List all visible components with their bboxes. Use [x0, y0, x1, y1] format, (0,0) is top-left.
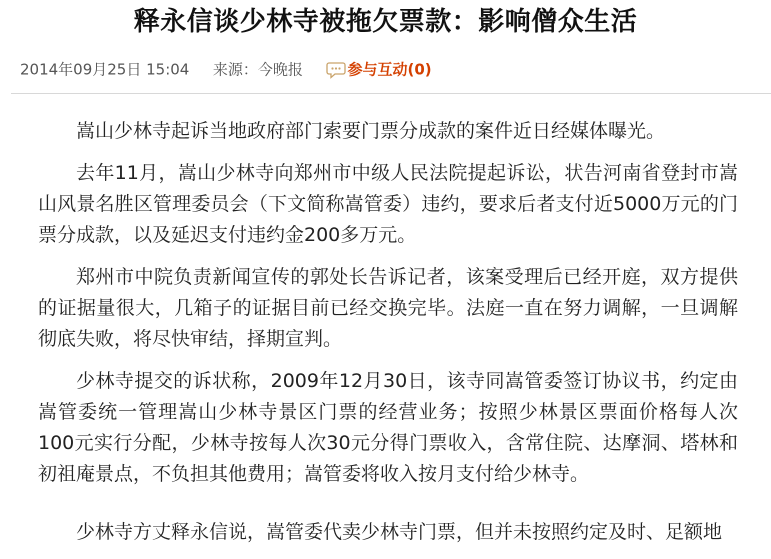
comment-label: 参与互动(0) — [347, 60, 432, 79]
article-source: 来源：今晚报 — [212, 60, 303, 79]
header-divider — [11, 93, 771, 94]
speech-bubble-icon — [326, 61, 346, 79]
publish-date: 2014年09月25日 15:04 — [20, 60, 190, 79]
article-body — [38, 116, 738, 559]
article-title: 释永信谈少林寺被拖欠票款：影响僧众生活 — [133, 7, 638, 37]
paragraph: 嵩山少林寺起诉当地政府部门索要门票分成款的案件近日经媒体曝光。 — [76, 120, 666, 142]
article-meta — [20, 58, 432, 80]
paragraph: 去年11月，嵩山少林寺向郑州市中级人民法院提起诉讼，状告河南省登封市嵩山风景名胜区管理委员会（下文简称嵩管委）违约，要求后者支付近5000万元的门票分成款，以及延迟支付违约金200多万元。 — [38, 162, 738, 246]
paragraph: 郑州市中院负责新闻宣传的郭处长告诉记者，该案受理后已经开庭，双方提供的证据量很大，几箱子的证据目前已经交换完毕。法庭一直在努力调解，一旦调解彻底失败，将尽快审结，择期宣判。 — [38, 266, 738, 350]
paragraph: 少林寺提交的诉状称，2009年12月30日，该寺同嵩管委签订协议书，约定由嵩管委统一管理嵩山少林寺景区门票的经营业务；按照少林景区票面价格每人次100元实行分配，少林寺按每人次30元分得门票收入，含常住院、达摩洞、塔林和初祖庵景点，不负担其他费用；嵩管委将收入按月支付给少林寺。 — [38, 370, 738, 485]
paragraph: 少林寺方丈释永信说，嵩管委代卖少林寺门票，但并未按照约定及时、足额地 — [76, 521, 723, 543]
comment-link[interactable] — [326, 60, 431, 78]
